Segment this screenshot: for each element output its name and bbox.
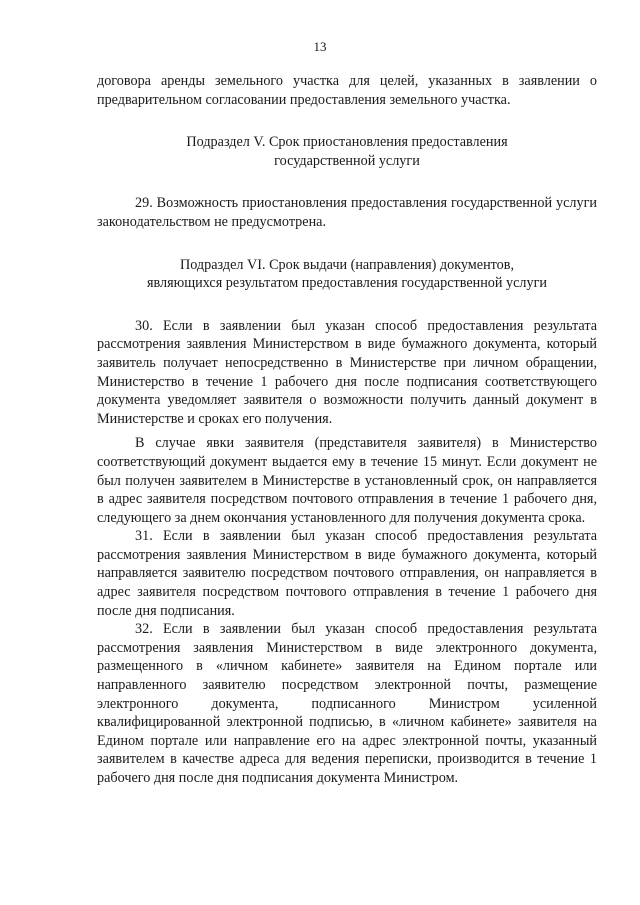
- section-vi-heading-line2: являющихся результатом предоставления государственной услуги: [146, 275, 548, 292]
- section-v-heading: [97, 133, 597, 170]
- section-v-heading-line1: Подраздел V. Срок приостановления предоставления: [186, 134, 508, 151]
- section-v-heading-line2: государственной услуги: [274, 152, 420, 169]
- paragraph-32: 32. Если в заявлении был указан способ предоставления результата рассмотрения заявления Министерством в виде электронного документа, размещенного в «личном кабинете» заявителя на Едином портале или направленного заявителю посредством электронной почты, размещение электронного документа, подписанного Министром усиленной квалифицированной электронной подписью, в «личном кабинете» заявителя на Едином портале или направление его на адрес электронной почты, указанный заявителем в качестве адреса для ведения переписки, производится в течение 1 рабочего дня после дня подписания документа Министром.: [97, 621, 597, 786]
- paragraph-30: 30. Если в заявлении был указан способ предоставления результата рассмотрения заявления Министерством в виде бумажного документа, который заявитель получает непосредственно в Министерстве при личном обращении, Министерство в течение 1 рабочего дня после подписания соответствующего документа уведомляет заявителя о возможности получить данный документ в Министерстве и сроках его получения.: [97, 317, 597, 427]
- paragraph-31: 31. Если в заявлении был указан способ предоставления результата рассмотрения заявления Министерством в виде бумажного документа, который направляется заявителю посредством почтового отправления, он направляется в адрес заявителя посредством почтового отправления в течение 1 рабочего дня после дня подписания.: [97, 528, 597, 619]
- section-vi-heading: [97, 256, 597, 293]
- section-vi-heading-line1: Подраздел VI. Срок выдачи (направления) документов,: [179, 256, 515, 273]
- intro-paragraph: договора аренды земельного участка для целей, указанных в заявлении о предварительном согласовании предоставления земельного участка.: [97, 73, 597, 108]
- page-number: 13: [313, 39, 327, 54]
- paragraph-29: 29. Возможность приостановления предоставления государственной услуги законодательством не предусмотрена.: [97, 195, 597, 230]
- paragraph-30-continued: В случае явки заявителя (представителя заявителя) в Министерство соответствующий документ выдается ему в течение 15 минут. Если документ не был получен заявителем в Министерстве в установленный срок, он направляется в адрес заявителя посредством почтового отправления в течение 1 рабочего дня, следующего за днем окончания установленного для получения документа срока.: [97, 435, 597, 526]
- document-body: [97, 72, 597, 788]
